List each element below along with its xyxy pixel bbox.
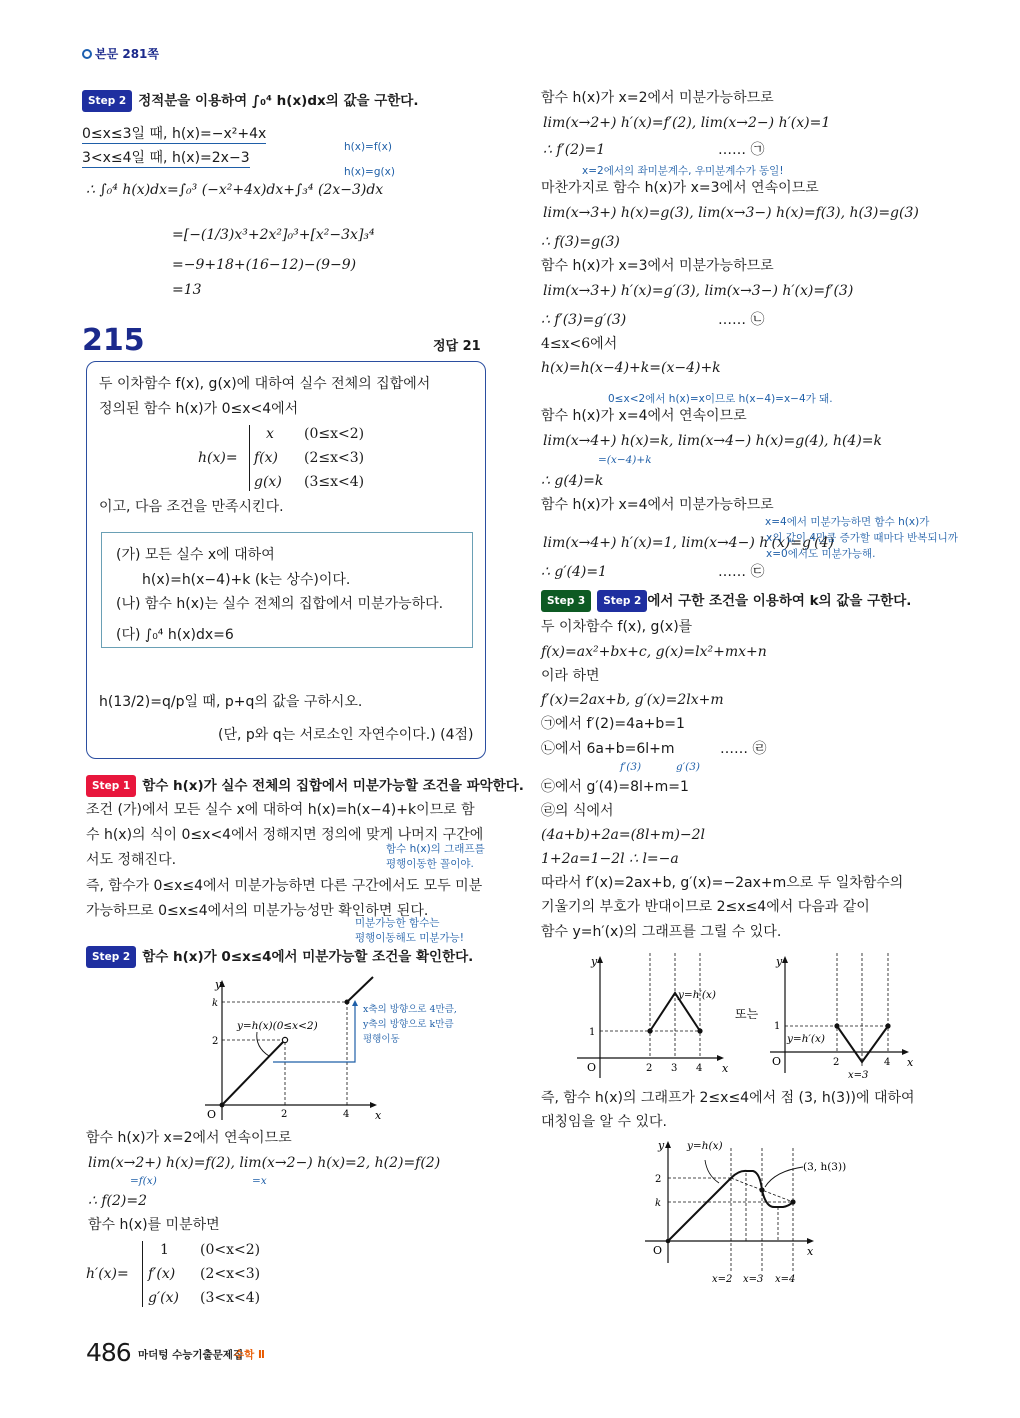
deriv-piece-2-expr: f′(x) [148,1266,176,1282]
prev-line-6: =13 [172,282,202,298]
step-title: 함수 h(x)가 0≤x≤4에서 미분가능할 조건을 확인한다. [142,949,474,965]
page-reference [82,45,159,62]
condition-c: (다) ∫₀⁴ h(x)dx=6 [116,627,234,643]
x-axis-label-right: x [907,1056,914,1069]
origin-label: O [207,1108,217,1121]
right-line-8: lim(x→3+) h′(x)=g′(3), lim(x→3−) h′(x)=f′(3) [543,283,854,299]
curve-label: y=h(x)(0≤x<2) [237,1020,318,1032]
right-line-5: lim(x→3+) h(x)=g(3), lim(x→3−) h(x)=f(3), h(3)=g(3) [543,205,919,221]
right-note-5: x의 값이 4만큼 증가할 때마다 반복되니까 [766,532,958,544]
step1-line-1: 조건 (가)에서 모든 실수 x에 대하여 h(x)=h(x−4)+k이므로 함 [86,802,475,818]
step3-line-4: f′(x)=2ax+b, g′(x)=2lx+m [541,692,724,708]
x-axis-label: x [807,1245,814,1258]
right-line-15: 함수 h(x)가 x=4에서 미분가능하므로 [541,497,774,513]
step1-note-3: 미분가능한 함수는 [355,917,440,929]
right-line-7: 함수 h(x)가 x=3에서 미분가능하므로 [541,258,774,274]
conclusion-line-2: 대칭임을 알 수 있다. [541,1114,667,1130]
step1-note-2: 평행이동한 꼴이야. [386,858,474,870]
prev-line-text: 3<x≤4일 때, h(x)=2x−3 [82,150,250,166]
step-badge: Step 2 [86,946,136,968]
y-tick-2: 2 [655,1174,662,1185]
right-line-3: ∴ f′(2)=1 [543,142,606,158]
step3-line-3: 이라 하면 [541,668,600,684]
right-line-14: ∴ g(4)=k [541,473,604,489]
origin-label: O [587,1061,597,1074]
right-line-1: 함수 h(x)가 x=2에서 미분가능하므로 [541,90,774,106]
y-tick-k: k [212,998,219,1009]
graph-h-symmetry [635,1133,875,1285]
right-line-17: ∴ g′(4)=1 [541,564,607,580]
step3-line-8: ㉣의 식에서 [541,803,614,819]
right-line-13: lim(x→4+) h(x)=k, lim(x→4−) h(x)=g(4), h(4)=k [543,433,883,449]
x-tick-x2: x=2 [712,1274,733,1285]
step3-line-10: 1+2a=1−2l ∴ l=−a [541,851,679,867]
prev-note-2: h(x)=g(x) [344,166,395,178]
page-number: 486 [86,1338,131,1367]
right-line-16: lim(x→4+) h′(x)=1, lim(x→4−) h′(x)=g′(4) [543,535,835,551]
curve-label-right: y=h′(x) [787,1033,825,1045]
problem-intro-2: 정의된 함수 h(x)가 0≤x<4에서 [99,401,299,417]
piecewise-lhs: h(x)= [198,450,238,466]
piece-2-cond: (2≤x<3) [304,450,365,466]
step-title: 에서 구한 조건을 이용하여 k의 값을 구한다. [647,593,912,609]
right-line-9: ∴ f′(3)=g′(3) [541,312,627,328]
right-line-11: h(x)=h(x−4)+k=(x−4)+k [541,360,721,376]
x-tick-4: 4 [696,1063,703,1074]
step1-line-5: 가능하므로 0≤x≤4에서의 미분가능성만 확인하면 된다. [86,903,429,919]
piece-2-expr: f(x) [254,450,279,466]
condition-a: (가) 모든 실수 x에 대하여 [116,547,275,563]
step-title: 함수 h(x)가 실수 전체의 집합에서 미분가능할 조건을 파악한다. [142,778,524,794]
step1-line-4: 즉, 함수가 0≤x≤4에서 미분가능하면 다른 구간에서도 모두 미분 [86,878,483,894]
step1-heading [86,775,524,797]
step3-note-2: g′(3) [676,761,700,773]
step3-line-13: 함수 y=h′(x)의 그래프를 그릴 수 있다. [541,924,782,940]
step3-line-2: f(x)=ax²+bx+c, g(x)=lx²+mx+n [541,644,767,660]
curve-label: y=h(x) [687,1140,723,1152]
y-tick-2: 2 [212,1036,219,1047]
piece-3-expr: g(x) [254,474,282,490]
step-badge: Step 3 [541,590,591,612]
prev-line-1 [82,124,266,144]
lim-note-1: =f(x) [130,1175,157,1187]
y-tick-1-right: 1 [774,1021,781,1032]
right-note-4: x=4에서 미분가능하면 함수 h(x)가 [765,516,930,528]
marker-2: …… ㉡ [718,312,765,328]
problem-number: 215 [82,323,145,358]
right-note-6: x=0에서도 미분가능해. [766,548,876,560]
y-tick-1: 1 [589,1027,596,1038]
marker-3: …… ㉢ [718,564,765,580]
step3-line-11: 따라서 f′(x)=2ax+b, g′(x)=−2ax+m으로 두 일차함수의 [541,875,904,891]
x-tick-x3: x=3 [743,1274,764,1285]
prev-line-2 [82,148,250,168]
x-tick-x4: x=4 [775,1274,796,1285]
right-line-12: 함수 h(x)가 x=4에서 연속이므로 [541,408,747,424]
step-ref-badge: Step 2 [597,590,647,612]
shift-note-3: 평행이동 [363,1034,400,1045]
curve-label-left: y=h′(x) [678,989,716,1001]
subject-label: 수학 Ⅱ [234,1349,265,1361]
book-title: 마더텅 수능기출문제집 [138,1349,244,1361]
or-label: 또는 [735,1007,759,1021]
y-axis-label-right: y [776,955,783,968]
x-tick-2: 2 [646,1063,653,1074]
step1-line-3: 서도 정해진다. [86,852,177,868]
deriv-piece-3-expr: g′(x) [148,1290,179,1306]
problem-intro-3: 이고, 다음 조건을 만족시킨다. [99,499,284,515]
origin-label: O [653,1244,663,1257]
prev-line-3: ∴ ∫₀⁴ h(x)dx=∫₀³ (−x²+4x)dx+∫₃⁴ (2x−3)dx [86,182,384,198]
prev-note-1: h(x)=f(x) [344,141,392,153]
problem-intro-1: 두 이차함수 f(x), g(x)에 대하여 실수 전체의 집합에서 [99,376,431,392]
problem-question: h(13/2)=q/p일 때, p+q의 값을 구하시오. [99,694,363,710]
right-line-10: 4≤x<6에서 [541,336,618,352]
left-line-2: lim(x→2+) h(x)=f(2), lim(x→2−) h(x)=2, h(2)=f(2) [88,1155,441,1171]
piece-3-cond: (3≤x<4) [304,474,365,490]
step-badge: Step 1 [86,775,136,797]
y-axis-label: y [215,978,222,991]
step3-line-9: (4a+b)+2a=(8l+m)−2l [541,827,706,843]
prev-line-text: 0≤x≤3일 때, h(x)=−x²+4x [82,126,267,142]
right-line-4: 마찬가지로 함수 h(x)가 x=3에서 연속이므로 [541,180,819,196]
right-line-2: lim(x→2+) h′(x)=f′(2), lim(x→2−) h′(x)=1 [543,115,831,131]
step-title: 정적분을 이용하여 ∫₀⁴ h(x)dx의 값을 구한다. [138,93,419,109]
x-tick-4-right: 4 [884,1057,891,1068]
y-axis-label: y [591,955,598,968]
deriv-piece-1-cond: (0<x<2) [200,1242,261,1258]
step3-heading [541,590,911,612]
graph-h-prime [575,948,955,1080]
min-label: x=3 [848,1070,869,1080]
point-label: (3, h(3)) [803,1161,847,1173]
condition-b: (나) 함수 h(x)는 실수 전체의 집합에서 미분가능하다. [116,596,444,612]
step3-note-1: f′(3) [620,761,642,773]
conclusion-line-1: 즉, 함수 h(x)의 그래프가 2≤x≤4에서 점 (3, h(3))에 대하여 [541,1090,915,1106]
right-line-6: ∴ f(3)=g(3) [541,234,620,250]
x-tick-3: 3 [671,1063,678,1074]
brace [249,425,250,491]
x-axis-label: x [722,1062,729,1075]
deriv-piece-2-cond: (2<x<3) [200,1266,261,1282]
piece-1-expr: x [266,426,274,442]
problem-note: (단, p와 q는 서로소인 자연수이다.) (4점) [218,727,474,743]
left-line-3: ∴ f(2)=2 [88,1193,148,1209]
right-note-1: x=2에서의 좌미분계수, 우미분계수가 동일! [582,165,784,177]
circle-bullet-icon [82,49,92,59]
prev-line-5: =−9+18+(16−12)−(9−9) [172,257,357,273]
step3-line-6: ㉡에서 6a+b=6l+m [541,741,675,757]
x-axis-label: x [375,1109,382,1122]
answer-label: 정답 21 [433,339,481,354]
prev-line-4: =[−(1/3)x³+2x²]₀³+[x²−3x]₃⁴ [172,227,375,243]
origin-label-right: O [772,1055,782,1068]
left-line-4: 함수 h(x)를 미분하면 [88,1217,220,1233]
x-tick-4: 4 [343,1109,350,1120]
right-note-2: 0≤x<2에서 h(x)=x이므로 h(x−4)=x−4가 돼. [608,393,833,405]
graph-h-shift [195,972,485,1122]
y-tick-k: k [655,1198,662,1209]
shift-note-1: x축의 방향으로 4만큼, [363,1004,457,1015]
condition-a-formula: h(x)=h(x−4)+k (k는 상수)이다. [142,572,351,588]
prev-step-heading [82,90,418,112]
brace [142,1241,143,1307]
step1-note-1: 함수 h(x)의 그래프를 [386,843,485,855]
y-axis-label: y [658,1139,665,1152]
step1-note-4: 평행이동해도 미분가능! [355,932,464,944]
step3-line-7: ㉢에서 g′(4)=8l+m=1 [541,779,689,795]
piece-1-cond: (0≤x<2) [304,426,365,442]
deriv-piece-1-expr: 1 [160,1242,169,1258]
step1-line-2: 수 h(x)의 식이 0≤x<4에서 정해지면 정의에 맞게 나머지 구간에 [86,827,484,843]
x-tick-2-right: 2 [833,1057,840,1068]
marker-4: …… ㉣ [720,741,767,757]
page-reference-text: 본문 281쪽 [95,47,160,61]
deriv-piece-3-cond: (3<x<4) [200,1290,261,1306]
step3-line-1: 두 이차함수 f(x), g(x)를 [541,619,693,635]
step2-heading [86,946,473,968]
lim-note-2: =x [252,1175,267,1187]
step3-line-5: ㉠에서 f′(2)=4a+b=1 [541,716,685,732]
right-note-3: =(x−4)+k [598,454,652,466]
deriv-lhs: h′(x)= [86,1266,129,1282]
marker-1: …… ㉠ [718,142,765,158]
shift-note-2: y축의 방향으로 k만큼 [363,1019,454,1030]
left-line-1: 함수 h(x)가 x=2에서 연속이므로 [86,1130,292,1146]
step3-line-12: 기울기의 부호가 반대이므로 2≤x≤4에서 다음과 같이 [541,899,870,915]
x-tick-2: 2 [281,1109,288,1120]
step-badge: Step 2 [82,90,132,112]
